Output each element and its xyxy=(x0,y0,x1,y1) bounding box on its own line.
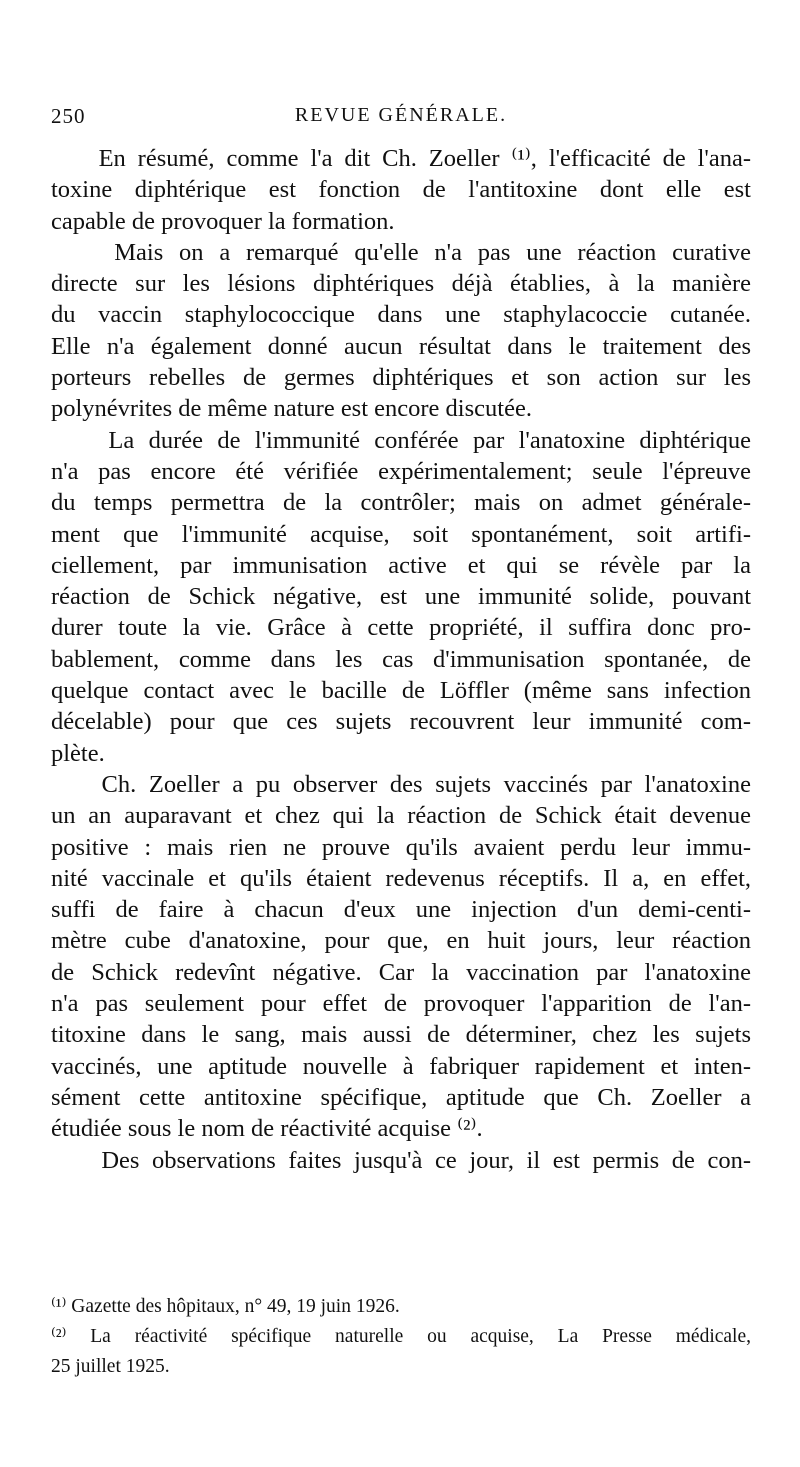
text-line: plète. xyxy=(51,739,105,767)
text-line: du temps permettra de la contrôler; mais on admet générale- xyxy=(51,489,751,517)
text-line: Ch. Zoeller a pu observer des sujets vaccinés par l'anatoxine xyxy=(51,770,751,798)
text-line: ment que l'immunité acquise, soit spontanément, soit artifi- xyxy=(51,520,751,548)
footnotes xyxy=(51,1292,751,1382)
text-line: décelable) pour que ces sujets recouvrent leur immunité com- xyxy=(51,708,751,736)
text-line: un an auparavant et chez qui la réaction de Schick était devenue xyxy=(51,802,751,830)
text-line: En résumé, comme l'a dit Ch. Zoeller ⁽¹⁾, l'efficacité de l'ana- xyxy=(51,145,751,172)
text-line: Mais on a remarqué qu'elle n'a pas une réaction curative xyxy=(51,238,751,266)
text-line: Elle n'a également donné aucun résultat dans le traitement des xyxy=(51,332,751,360)
text-line: mètre cube d'anatoxine, pour que, en huit jours, leur réaction xyxy=(51,927,751,955)
text-line: toxine diphtérique est fonction de l'antitoxine dont elle est xyxy=(51,176,751,204)
text-line: réaction de Schick négative, est une immunité solide, pouvant xyxy=(51,583,751,611)
text-line: suffi de faire à chacun d'eux une injection d'un demi-centi- xyxy=(51,896,751,924)
text-line: n'a pas seulement pour effet de provoquer l'apparition de l'an- xyxy=(51,990,751,1018)
text-line: La durée de l'immunité conférée par l'anatoxine diphtérique xyxy=(51,426,751,454)
text-line: capable de provoquer la formation. xyxy=(51,207,395,235)
running-title: REVUE GÉNÉRALE. xyxy=(294,104,508,126)
text-line: positive : mais rien ne prouve qu'ils avaient perdu leur immu- xyxy=(51,833,751,861)
text-line: nité vaccinale et qu'ils étaient redevenus réceptifs. Il a, en effet, xyxy=(51,864,751,892)
text-line: polynévrites de même nature est encore discutée. xyxy=(51,395,532,423)
footnote-line: ⁽²⁾ La réactivité spécifique naturelle ou acquise, La Presse médicale, xyxy=(51,1326,751,1347)
text-line: vaccinés, une aptitude nouvelle à fabriquer rapidement et inten- xyxy=(51,1052,751,1080)
text-line: directe sur les lésions diphtériques déjà établies, à la manière xyxy=(51,270,751,298)
text-line: ciellement, par immunisation active et qui se révèle par la xyxy=(51,551,751,579)
text-line: Des observations faites jusqu'à ce jour, il est permis de con- xyxy=(51,1146,751,1174)
text-line: sément cette antitoxine spécifique, aptitude que Ch. Zoeller a xyxy=(51,1083,751,1111)
text-line: bablement, comme dans les cas d'immunisation spontanée, de xyxy=(51,645,751,673)
page-number: 250 xyxy=(51,104,86,128)
footnote-line: ⁽¹⁾ Gazette des hôpitaux, n° 49, 19 juin 1926. xyxy=(51,1296,400,1317)
text-line: étudiée sous le nom de réactivité acquise ⁽²⁾. xyxy=(51,1115,483,1143)
text-line: de Schick redevînt négative. Car la vaccination par l'anatoxine xyxy=(51,958,751,986)
text-line: quelque contact avec le bacille de Löffler (même sans infection xyxy=(51,677,751,705)
text-line: n'a pas encore été vérifiée expérimentalement; seule l'épreuve xyxy=(51,457,751,485)
text-line: titoxine dans le sang, mais aussi de déterminer, chez les sujets xyxy=(51,1021,751,1049)
text-line: du vaccin staphylococcique dans une staphylacoccie cutanée. xyxy=(51,301,751,329)
footnote-line: 25 juillet 1925. xyxy=(51,1356,170,1377)
body-text xyxy=(51,143,751,1176)
page-header xyxy=(51,104,751,134)
text-line: durer toute la vie. Grâce à cette propriété, il suffira donc pro- xyxy=(51,614,751,642)
text-line: porteurs rebelles de germes diphtériques et son action sur les xyxy=(51,364,751,392)
